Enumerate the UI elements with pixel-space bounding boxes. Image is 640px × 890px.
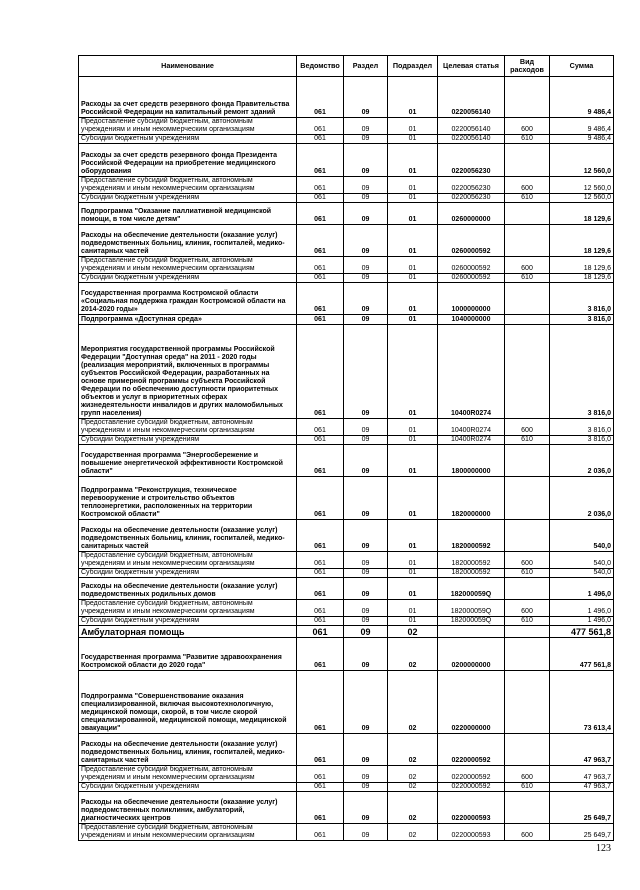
cell-expense-type: 610 (505, 274, 550, 283)
cell-expense-type: 600 (505, 419, 550, 436)
cell-target-article: 0220056140 (438, 118, 505, 135)
cell-vedomstvo: 061 (297, 783, 344, 792)
cell-expense-type: 600 (505, 824, 550, 841)
table-row (79, 77, 614, 118)
cell-expense-type (505, 792, 550, 824)
cell-razdel: 09 (344, 77, 388, 118)
cell-vedomstvo: 061 (297, 626, 344, 638)
cell-podrazdel: 01 (388, 283, 438, 315)
cell-expense-type (505, 520, 550, 552)
cell-expense-type: 610 (505, 135, 550, 144)
cell-podrazdel: 01 (388, 436, 438, 445)
cell-razdel: 09 (344, 578, 388, 600)
cell-sum: 540,0 (550, 569, 614, 578)
cell-razdel: 09 (344, 135, 388, 144)
cell-podrazdel: 01 (388, 257, 438, 274)
cell-podrazdel: 02 (388, 766, 438, 783)
cell-sum: 3 816,0 (550, 283, 614, 315)
cell-sum: 1 496,0 (550, 600, 614, 617)
table-row (79, 552, 614, 569)
cell-name: Амбулаторная помощь (79, 626, 297, 638)
cell-vedomstvo: 061 (297, 638, 344, 671)
cell-name: Предоставление субсидий бюджетным, автономным учреждениям и иным некоммерческим организациям (79, 177, 297, 194)
column-header-razdel: Раздел (344, 56, 388, 77)
table-row (79, 325, 614, 419)
cell-target-article: 0220056140 (438, 77, 505, 118)
cell-name: Предоставление субсидий бюджетным, автономным учреждениям и иным некоммерческим организациям (79, 118, 297, 135)
cell-vedomstvo: 061 (297, 257, 344, 274)
cell-razdel: 09 (344, 477, 388, 520)
cell-vedomstvo: 061 (297, 734, 344, 766)
cell-name: Предоставление субсидий бюджетным, автономным учреждениям и иным некоммерческим организациям (79, 766, 297, 783)
cell-name: Субсидии бюджетным учреждениям (79, 135, 297, 144)
cell-expense-type (505, 626, 550, 638)
table-row (79, 419, 614, 436)
cell-target-article: 10400R0274 (438, 419, 505, 436)
column-header-vedomstvo: Ведомство (297, 56, 344, 77)
table-row (79, 315, 614, 325)
cell-target-article: 0260000592 (438, 257, 505, 274)
cell-podrazdel: 01 (388, 274, 438, 283)
table-row (79, 569, 614, 578)
cell-target-article: 0220000592 (438, 783, 505, 792)
column-header-name: Наименование (79, 56, 297, 77)
cell-name: Мероприятия государственной программы Российской Федерации "Доступная среда" на 2011 - 2020 годы (реализация мероприятий, включенных в программы субъектов Российской Федерации, разработанных на основе примерной программы субъекта Российской Федерации по обеспечению доступности приоритетных объектов и услуг в приоритетных сферах жизнедеятельности инвалидов и других маломобильных групп населения) (79, 325, 297, 419)
cell-vedomstvo: 061 (297, 325, 344, 419)
cell-podrazdel: 02 (388, 783, 438, 792)
cell-name: Субсидии бюджетным учреждениям (79, 436, 297, 445)
cell-target-article: 0260000592 (438, 225, 505, 257)
cell-expense-type: 610 (505, 194, 550, 203)
cell-razdel: 09 (344, 315, 388, 325)
cell-sum: 540,0 (550, 552, 614, 569)
cell-vedomstvo: 061 (297, 225, 344, 257)
cell-razdel: 09 (344, 419, 388, 436)
cell-expense-type (505, 445, 550, 477)
cell-target-article: 0220056230 (438, 194, 505, 203)
cell-sum: 1 496,0 (550, 578, 614, 600)
cell-expense-type (505, 734, 550, 766)
cell-razdel: 09 (344, 194, 388, 203)
cell-razdel: 09 (344, 203, 388, 225)
cell-name: Предоставление субсидий бюджетным, автономным учреждениям и иным некоммерческим организациям (79, 419, 297, 436)
cell-vedomstvo: 061 (297, 578, 344, 600)
cell-sum: 477 561,8 (550, 638, 614, 671)
cell-target-article: 182000059Q (438, 578, 505, 600)
cell-razdel: 09 (344, 824, 388, 841)
cell-target-article: 0220000593 (438, 792, 505, 824)
cell-target-article: 182000059Q (438, 600, 505, 617)
cell-sum: 47 963,7 (550, 766, 614, 783)
cell-target-article: 0220000592 (438, 766, 505, 783)
cell-target-article: 0220056230 (438, 144, 505, 177)
cell-vedomstvo: 061 (297, 520, 344, 552)
column-header-expense-type: Вид расходов (505, 56, 550, 77)
cell-expense-type (505, 325, 550, 419)
cell-expense-type: 600 (505, 600, 550, 617)
cell-expense-type (505, 77, 550, 118)
cell-name: Субсидии бюджетным учреждениям (79, 783, 297, 792)
cell-expense-type: 600 (505, 257, 550, 274)
cell-sum: 9 486,4 (550, 77, 614, 118)
cell-name: Подпрограмма «Доступная среда» (79, 315, 297, 325)
cell-sum: 477 561,8 (550, 626, 614, 638)
cell-sum: 12 560,0 (550, 194, 614, 203)
table-body (79, 77, 614, 841)
cell-podrazdel: 01 (388, 520, 438, 552)
cell-expense-type (505, 315, 550, 325)
cell-podrazdel: 01 (388, 552, 438, 569)
cell-podrazdel: 01 (388, 144, 438, 177)
cell-vedomstvo: 061 (297, 792, 344, 824)
cell-sum: 47 963,7 (550, 783, 614, 792)
cell-vedomstvo: 061 (297, 194, 344, 203)
cell-podrazdel: 01 (388, 135, 438, 144)
cell-razdel: 09 (344, 325, 388, 419)
cell-target-article: 0220056230 (438, 177, 505, 194)
cell-razdel: 09 (344, 626, 388, 638)
table-row (79, 766, 614, 783)
table-row (79, 257, 614, 274)
cell-razdel: 09 (344, 445, 388, 477)
cell-podrazdel: 02 (388, 671, 438, 734)
cell-target-article: 1820000000 (438, 477, 505, 520)
cell-podrazdel: 01 (388, 315, 438, 325)
budget-table (78, 55, 614, 841)
cell-podrazdel: 01 (388, 578, 438, 600)
cell-name: Государственная программа "Развитие здравоохранения Костромской области до 2020 года" (79, 638, 297, 671)
page-number: 123 (596, 843, 611, 854)
cell-name: Расходы за счет средств резервного фонда Правительства Российской Федерации на капитальный ремонт зданий (79, 77, 297, 118)
cell-vedomstvo: 061 (297, 824, 344, 841)
cell-razdel: 09 (344, 177, 388, 194)
cell-sum: 540,0 (550, 520, 614, 552)
cell-razdel: 09 (344, 283, 388, 315)
table-header-row (79, 56, 614, 77)
table-row (79, 671, 614, 734)
cell-vedomstvo: 061 (297, 445, 344, 477)
cell-target-article (438, 626, 505, 638)
cell-vedomstvo: 061 (297, 77, 344, 118)
cell-razdel: 09 (344, 638, 388, 671)
cell-sum: 18 129,6 (550, 274, 614, 283)
cell-razdel: 09 (344, 783, 388, 792)
cell-name: Субсидии бюджетным учреждениям (79, 274, 297, 283)
column-header-target-article: Целевая статья (438, 56, 505, 77)
table-row (79, 617, 614, 626)
cell-vedomstvo: 061 (297, 118, 344, 135)
cell-razdel: 09 (344, 600, 388, 617)
cell-podrazdel: 01 (388, 225, 438, 257)
table-row (79, 177, 614, 194)
cell-vedomstvo: 061 (297, 671, 344, 734)
cell-name: Подпрограмма "Реконструкция, техническое перевооружение и строительство объектов теплоэнергетики, расположенных на территории Костромской области" (79, 477, 297, 520)
cell-podrazdel: 02 (388, 792, 438, 824)
cell-target-article: 0260000000 (438, 203, 505, 225)
cell-vedomstvo: 061 (297, 144, 344, 177)
cell-razdel: 09 (344, 274, 388, 283)
cell-name: Государственная программа "Энергосбережение и повышение энергетической эффективности Костромской области" (79, 445, 297, 477)
cell-name: Предоставление субсидий бюджетным, автономным учреждениям и иным некоммерческим организациям (79, 552, 297, 569)
cell-target-article: 10400R0274 (438, 325, 505, 419)
cell-razdel: 09 (344, 552, 388, 569)
cell-razdel: 09 (344, 520, 388, 552)
cell-sum: 9 486,4 (550, 118, 614, 135)
table-row (79, 274, 614, 283)
table-row (79, 638, 614, 671)
cell-podrazdel: 01 (388, 177, 438, 194)
cell-expense-type (505, 671, 550, 734)
table-row (79, 626, 614, 638)
cell-razdel: 09 (344, 144, 388, 177)
cell-podrazdel: 01 (388, 617, 438, 626)
table-row (79, 283, 614, 315)
cell-podrazdel: 01 (388, 203, 438, 225)
table-row (79, 194, 614, 203)
cell-vedomstvo: 061 (297, 436, 344, 445)
cell-name: Подпрограмма "Оказание паллиативной медицинской помощи, в том числе детям" (79, 203, 297, 225)
cell-podrazdel: 01 (388, 77, 438, 118)
column-header-podrazdel: Подраздел (388, 56, 438, 77)
cell-sum: 25 649,7 (550, 792, 614, 824)
cell-podrazdel: 01 (388, 194, 438, 203)
cell-expense-type: 600 (505, 766, 550, 783)
table-row (79, 520, 614, 552)
table-row (79, 734, 614, 766)
cell-sum: 18 129,6 (550, 257, 614, 274)
cell-name: Расходы на обеспечение деятельности (оказание услуг) подведомственных родильных домов (79, 578, 297, 600)
cell-sum: 18 129,6 (550, 203, 614, 225)
cell-sum: 3 816,0 (550, 419, 614, 436)
cell-razdel: 09 (344, 734, 388, 766)
cell-expense-type: 600 (505, 177, 550, 194)
cell-expense-type: 610 (505, 436, 550, 445)
cell-name: Субсидии бюджетным учреждениям (79, 617, 297, 626)
cell-sum: 9 486,4 (550, 135, 614, 144)
cell-name: Предоставление субсидий бюджетным, автономным учреждениям и иным некоммерческим организациям (79, 824, 297, 841)
cell-sum: 12 560,0 (550, 177, 614, 194)
cell-podrazdel: 01 (388, 118, 438, 135)
table-row (79, 792, 614, 824)
cell-name: Предоставление субсидий бюджетным, автономным учреждениям и иным некоммерческим организациям (79, 257, 297, 274)
cell-target-article: 0200000000 (438, 638, 505, 671)
cell-vedomstvo: 061 (297, 177, 344, 194)
table-row (79, 445, 614, 477)
cell-expense-type (505, 477, 550, 520)
cell-sum: 1 496,0 (550, 617, 614, 626)
cell-vedomstvo: 061 (297, 419, 344, 436)
cell-name: Предоставление субсидий бюджетным, автономным учреждениям и иным некоммерческим организациям (79, 600, 297, 617)
cell-sum: 3 816,0 (550, 436, 614, 445)
table-row (79, 203, 614, 225)
cell-vedomstvo: 061 (297, 552, 344, 569)
cell-razdel: 09 (344, 671, 388, 734)
table-row (79, 144, 614, 177)
cell-vedomstvo: 061 (297, 600, 344, 617)
cell-podrazdel: 01 (388, 419, 438, 436)
cell-vedomstvo: 061 (297, 203, 344, 225)
cell-razdel: 09 (344, 436, 388, 445)
cell-target-article: 1820000592 (438, 520, 505, 552)
table-row (79, 600, 614, 617)
cell-name: Расходы на обеспечение деятельности (оказание услуг) подведомственных больниц, клиник, госпиталей, медико-санитарных частей (79, 520, 297, 552)
cell-sum: 12 560,0 (550, 144, 614, 177)
cell-vedomstvo: 061 (297, 283, 344, 315)
cell-vedomstvo: 061 (297, 135, 344, 144)
cell-podrazdel: 01 (388, 477, 438, 520)
cell-razdel: 09 (344, 617, 388, 626)
cell-razdel: 09 (344, 118, 388, 135)
cell-sum: 2 036,0 (550, 445, 614, 477)
table-row (79, 477, 614, 520)
cell-target-article: 1040000000 (438, 315, 505, 325)
cell-podrazdel: 02 (388, 734, 438, 766)
cell-razdel: 09 (344, 766, 388, 783)
cell-expense-type (505, 144, 550, 177)
cell-target-article: 1800000000 (438, 445, 505, 477)
cell-name: Подпрограмма "Совершенствование оказания специализированной, включая высокотехнологичную, медицинской помощи, скорой, в том числе скорой специализированной, медицинской помощи, медицинской эвакуации" (79, 671, 297, 734)
table-row (79, 436, 614, 445)
cell-vedomstvo: 061 (297, 477, 344, 520)
cell-expense-type (505, 283, 550, 315)
cell-razdel: 09 (344, 569, 388, 578)
cell-razdel: 09 (344, 792, 388, 824)
table-row (79, 118, 614, 135)
cell-vedomstvo: 061 (297, 617, 344, 626)
cell-sum: 3 816,0 (550, 315, 614, 325)
cell-target-article: 10400R0274 (438, 436, 505, 445)
cell-sum: 25 649,7 (550, 824, 614, 841)
cell-vedomstvo: 061 (297, 274, 344, 283)
cell-vedomstvo: 061 (297, 569, 344, 578)
cell-razdel: 09 (344, 257, 388, 274)
cell-podrazdel: 01 (388, 325, 438, 419)
cell-name: Субсидии бюджетным учреждениям (79, 194, 297, 203)
cell-expense-type (505, 225, 550, 257)
cell-expense-type: 610 (505, 783, 550, 792)
table-row (79, 225, 614, 257)
cell-name: Расходы на обеспечение деятельности (оказание услуг) подведомственных больниц, клиник, госпиталей, медико-санитарных частей (79, 734, 297, 766)
cell-podrazdel: 01 (388, 445, 438, 477)
cell-target-article: 182000059Q (438, 617, 505, 626)
table-row (79, 578, 614, 600)
cell-razdel: 09 (344, 225, 388, 257)
cell-sum: 18 129,6 (550, 225, 614, 257)
cell-expense-type (505, 638, 550, 671)
table-row (79, 135, 614, 144)
cell-podrazdel: 02 (388, 626, 438, 638)
cell-podrazdel: 02 (388, 824, 438, 841)
cell-sum: 2 036,0 (550, 477, 614, 520)
cell-target-article: 1820000592 (438, 569, 505, 578)
cell-target-article: 0220000000 (438, 671, 505, 734)
cell-sum: 73 613,4 (550, 671, 614, 734)
cell-target-article: 0220000593 (438, 824, 505, 841)
cell-expense-type (505, 203, 550, 225)
column-header-sum: Сумма (550, 56, 614, 77)
cell-name: Расходы на обеспечение деятельности (оказание услуг) подведомственных больниц, клиник, госпиталей, медико-санитарных частей (79, 225, 297, 257)
table-row (79, 783, 614, 792)
cell-sum: 3 816,0 (550, 325, 614, 419)
cell-vedomstvo: 061 (297, 766, 344, 783)
cell-name: Государственная программа Костромской области «Социальная поддержка граждан Костромской области на 2014-2020 годы» (79, 283, 297, 315)
cell-target-article: 0220056140 (438, 135, 505, 144)
table-row (79, 824, 614, 841)
cell-podrazdel: 02 (388, 638, 438, 671)
cell-name: Расходы на обеспечение деятельности (оказание услуг) подведомственных поликлиник, амбулаторий, диагностических центров (79, 792, 297, 824)
cell-sum: 47 963,7 (550, 734, 614, 766)
cell-target-article: 0260000592 (438, 274, 505, 283)
cell-expense-type: 600 (505, 118, 550, 135)
cell-target-article: 1000000000 (438, 283, 505, 315)
cell-name: Расходы за счет средств резервного фонда Президента Российской Федерации на приобретение медицинского оборудования (79, 144, 297, 177)
cell-target-article: 1820000592 (438, 552, 505, 569)
cell-podrazdel: 01 (388, 600, 438, 617)
cell-expense-type: 600 (505, 552, 550, 569)
cell-expense-type: 610 (505, 569, 550, 578)
cell-vedomstvo: 061 (297, 315, 344, 325)
cell-podrazdel: 01 (388, 569, 438, 578)
cell-expense-type: 610 (505, 617, 550, 626)
cell-target-article: 0220000592 (438, 734, 505, 766)
cell-name: Субсидии бюджетным учреждениям (79, 569, 297, 578)
cell-expense-type (505, 578, 550, 600)
